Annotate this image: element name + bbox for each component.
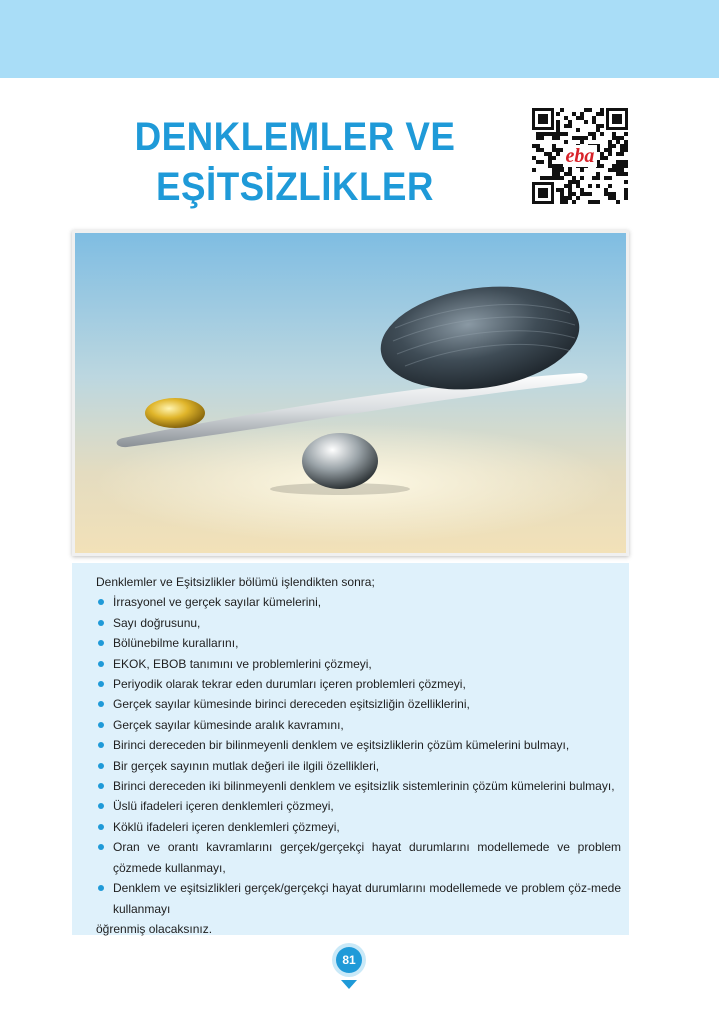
- bullet-icon: [98, 885, 104, 891]
- list-item: Birinci dereceden bir bilinmeyenli denklem ve eşitsizliklerin çözüm kümelerini bulmayı,: [96, 735, 621, 755]
- bullet-icon: [98, 763, 104, 769]
- list-item: EKOK, EBOB tanımını ve problemlerini çözmeyi,: [96, 654, 621, 674]
- bullet-icon: [98, 824, 104, 830]
- list-item: Köklü ifadeleri içeren denklemleri çözmeyi,: [96, 817, 621, 837]
- eba-logo-text: eba: [565, 145, 595, 167]
- page-title: [100, 112, 490, 212]
- header-band: [0, 0, 719, 78]
- objectives-outro: öğrenmiş olacaksınız.: [96, 921, 213, 936]
- list-item: İrrasyonel ve gerçek sayılar kümelerini,: [96, 592, 621, 612]
- list-item: Sayı doğrusunu,: [96, 613, 621, 633]
- bullet-icon: [98, 640, 104, 646]
- list-item: Gerçek sayılar kümesinde birinci dereceden eşitsizliğin özelliklerini,: [96, 694, 621, 714]
- bullet-icon: [98, 722, 104, 728]
- hero-image: [72, 230, 629, 556]
- list-item: Denklem ve eşitsizlikleri gerçek/gerçekçi hayat durumlarını modellemede ve problem çöz-mede kullanmayı: [96, 878, 621, 919]
- list-item: Gerçek sayılar kümesinde aralık kavramını,: [96, 715, 621, 735]
- balance-scale-image: [75, 233, 626, 553]
- bullet-icon: [98, 701, 104, 707]
- qr-code[interactable]: [531, 107, 629, 205]
- learning-objectives-box: [72, 563, 629, 935]
- list-item: Bir gerçek sayının mutlak değeri ile ilgili özellikleri,: [96, 756, 621, 776]
- list-item: Periyodik olarak tekrar eden durumları içeren problemleri çözmeyi,: [96, 674, 621, 694]
- bullet-icon: [98, 599, 104, 605]
- bullet-icon: [98, 803, 104, 809]
- list-item: Oran ve orantı kavramlarını gerçek/gerçekçi hayat durumlarını modellemede ve problem çözmede kullanmayı,: [96, 837, 621, 878]
- list-item: Üslü ifadeleri içeren denklemleri çözmeyi,: [96, 796, 621, 816]
- title-line-1: DENKLEMLER VE: [134, 115, 456, 159]
- bullet-icon: [98, 783, 104, 789]
- bullet-icon: [98, 661, 104, 667]
- title-line-2: EŞİTSİZLİKLER: [156, 165, 434, 209]
- bullet-icon: [98, 620, 104, 626]
- page-number: 81: [342, 953, 356, 967]
- bullet-icon: [98, 844, 104, 850]
- list-item: Birinci dereceden iki bilinmeyenli denklem ve eşitsizlik sistemlerinin çözüm kümelerini bulmayı,: [96, 776, 621, 796]
- list-item: Bölünebilme kurallarını,: [96, 633, 621, 653]
- objectives-intro: Denklemler ve Eşitsizlikler bölümü işlendikten sonra;: [96, 575, 375, 589]
- bullet-icon: [98, 742, 104, 748]
- objectives-list: [96, 592, 621, 919]
- bullet-icon: [98, 681, 104, 687]
